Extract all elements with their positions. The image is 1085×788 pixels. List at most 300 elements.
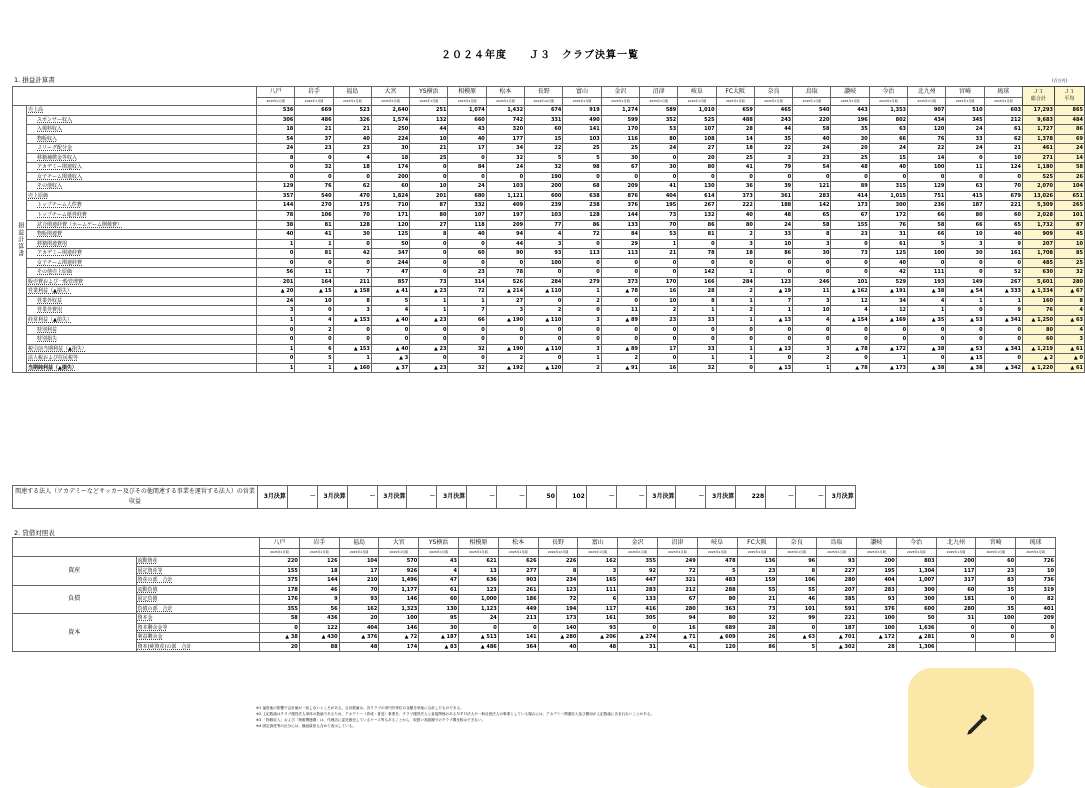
value-cell: ▲ 83 <box>419 642 459 652</box>
value-cell: 0 <box>831 335 869 345</box>
value-cell: 1,496 <box>379 576 419 586</box>
value-cell: 680 <box>448 191 486 201</box>
value-cell: 0 <box>257 354 295 364</box>
value-cell: 3 <box>486 306 524 316</box>
club-header: 琉球 <box>1016 538 1056 549</box>
value-cell: 659 <box>716 106 754 116</box>
row-label: スポンサー収入 <box>27 115 257 125</box>
value-cell: 45 <box>1054 230 1084 240</box>
value-cell: 0 <box>448 335 486 345</box>
value-cell: 10 <box>946 230 984 240</box>
value-cell: 43 <box>419 557 459 567</box>
row-label: 特別利益 <box>27 325 257 335</box>
value-cell: 24 <box>448 182 486 192</box>
value-cell: 170 <box>639 277 677 287</box>
period-header: 2025年1月期 <box>697 549 737 557</box>
value-cell: ▲ 53 <box>946 344 984 354</box>
value-cell: 23 <box>976 566 1016 576</box>
value-cell: ▲ 0 <box>1054 354 1084 364</box>
value-cell: 224 <box>371 134 409 144</box>
value-cell: 35 <box>976 604 1016 614</box>
value-cell: 1 <box>333 354 371 364</box>
value-cell: 200 <box>525 182 563 192</box>
value-cell: 125 <box>371 230 409 240</box>
table-row <box>13 249 1085 259</box>
value-cell: 0 <box>716 335 754 345</box>
value-cell: 0 <box>908 172 946 182</box>
value-cell: 0 <box>716 172 754 182</box>
value-cell: 53 <box>639 230 677 240</box>
value-cell: 25 <box>410 153 448 163</box>
value-cell: ▲ 61 <box>1054 363 1084 373</box>
value-cell: 18 <box>371 153 409 163</box>
value-cell: 0 <box>793 172 831 182</box>
value-cell: 86 <box>563 220 601 230</box>
period-header: 2025年1月期 <box>498 549 538 557</box>
value-cell: 194 <box>538 604 578 614</box>
period-header: 2025年1月期 <box>716 98 754 106</box>
value-cell: － <box>467 486 497 509</box>
value-cell: 1,824 <box>371 191 409 201</box>
value-cell: 0 <box>410 239 448 249</box>
period-header: 2025年1月期 <box>260 549 300 557</box>
value-cell: 35 <box>754 134 792 144</box>
value-cell: 0 <box>908 335 946 345</box>
value-cell: 73 <box>737 604 777 614</box>
value-cell: 404 <box>856 576 896 586</box>
value-cell: 636 <box>458 576 498 586</box>
value-cell: 373 <box>601 277 639 287</box>
value-cell: 20 <box>831 144 869 154</box>
value-cell: 3 <box>946 239 984 249</box>
value-cell: 100 <box>379 614 419 624</box>
value-cell: ▲ 13 <box>754 344 792 354</box>
value-cell: 0 <box>333 239 371 249</box>
value-cell: 1 <box>716 296 754 306</box>
value-cell: 0 <box>936 623 976 633</box>
value-cell: 13 <box>458 566 498 576</box>
value-cell: 8 <box>333 296 371 306</box>
value-cell: 30 <box>831 134 869 144</box>
value-cell: 48 <box>578 642 618 652</box>
value-cell: 529 <box>869 277 907 287</box>
club-header: 讃岐 <box>856 538 896 549</box>
value-cell: 283 <box>793 191 831 201</box>
club-header: 富山 <box>563 87 601 98</box>
value-cell: 17 <box>339 566 379 576</box>
club-header: 沼津 <box>657 538 697 549</box>
value-cell: － <box>497 486 527 509</box>
value-cell: 404 <box>639 191 677 201</box>
value-cell: 111 <box>908 268 946 278</box>
value-cell: 200 <box>371 172 409 182</box>
value-cell: 129 <box>908 182 946 192</box>
value-cell: 39 <box>754 182 792 192</box>
value-cell: 66 <box>908 230 946 240</box>
value-cell: 251 <box>410 106 448 116</box>
value-cell: 0 <box>678 239 716 249</box>
header-spacer <box>13 538 260 557</box>
value-cell: 14 <box>716 134 754 144</box>
value-cell: 1 <box>563 354 601 364</box>
value-cell: 0 <box>946 335 984 345</box>
value-cell: 461 <box>1022 144 1054 154</box>
value-cell: 2 <box>295 325 333 335</box>
club-header: 長野 <box>538 538 578 549</box>
value-cell: 4 <box>1054 306 1084 316</box>
value-cell: 70 <box>339 585 379 595</box>
value-cell: 220 <box>793 115 831 125</box>
value-cell: 0 <box>777 623 817 633</box>
value-cell: 0 <box>754 335 792 345</box>
value-cell: 4 <box>793 316 831 326</box>
value-cell: ▲ 701 <box>817 633 857 643</box>
table-row <box>13 576 1056 586</box>
value-cell: 107 <box>678 125 716 135</box>
value-cell: 0 <box>936 633 976 643</box>
value-cell: 99 <box>777 614 817 624</box>
value-cell: 3月決算 <box>825 486 855 509</box>
value-cell: 17 <box>448 144 486 154</box>
value-cell: 0 <box>410 268 448 278</box>
table-row <box>13 486 856 509</box>
row-label: アカデミー関連経費 <box>27 249 257 259</box>
row-label: 固定資産等 <box>136 566 260 576</box>
period-header: 2025年1月期 <box>793 98 831 106</box>
value-cell: ▲ 158 <box>333 287 371 297</box>
table-row <box>13 211 1085 221</box>
club-header: 讃岐 <box>831 87 869 98</box>
value-cell: 1,353 <box>869 106 907 116</box>
value-cell: 117 <box>936 566 976 576</box>
value-cell: 2 <box>601 354 639 364</box>
value-cell: 283 <box>856 585 896 595</box>
value-cell: 50 <box>371 239 409 249</box>
balance-sheet-table <box>12 537 1056 652</box>
value-cell: ▲ 20 <box>257 287 295 297</box>
value-cell: 201 <box>410 191 448 201</box>
value-cell: 166 <box>678 277 716 287</box>
value-cell: 0 <box>410 325 448 335</box>
value-cell: 8 <box>1054 296 1084 306</box>
value-cell: 361 <box>754 191 792 201</box>
value-cell: 0 <box>618 623 658 633</box>
value-cell: 18 <box>257 125 295 135</box>
value-cell: 0 <box>458 623 498 633</box>
value-cell: 92 <box>618 566 658 576</box>
value-cell: 76 <box>869 220 907 230</box>
value-cell: 0 <box>754 172 792 182</box>
value-cell: 0 <box>754 258 792 268</box>
value-cell: 67 <box>601 163 639 173</box>
value-cell: 352 <box>639 115 677 125</box>
value-cell: 159 <box>737 576 777 586</box>
value-cell: 0 <box>831 268 869 278</box>
value-cell: ▲ 72 <box>379 633 419 643</box>
value-cell: 0 <box>946 153 984 163</box>
value-cell: 651 <box>1054 191 1084 201</box>
value-cell: 250 <box>371 125 409 135</box>
value-cell: 93 <box>525 249 563 259</box>
value-cell: 2 <box>563 363 601 373</box>
value-cell: ▲ 38 <box>908 344 946 354</box>
value-cell: 0 <box>793 325 831 335</box>
value-cell: 100 <box>976 614 1016 624</box>
value-cell: － <box>586 486 616 509</box>
value-cell: 23 <box>793 153 831 163</box>
value-cell: 31 <box>618 642 658 652</box>
value-cell: 72 <box>657 566 697 576</box>
value-cell: 0 <box>410 172 448 182</box>
value-cell: 3月決算 <box>437 486 467 509</box>
value-cell: 355 <box>618 557 658 567</box>
row-label: 経常利益（▲損失） <box>27 316 257 326</box>
value-cell: 73 <box>410 277 448 287</box>
value-cell: 5 <box>295 354 333 364</box>
value-cell: 40 <box>716 211 754 221</box>
value-cell: ▲ 486 <box>458 642 498 652</box>
value-cell: 1,323 <box>379 604 419 614</box>
value-cell: 409 <box>486 201 524 211</box>
period-header: 2025年1月期 <box>777 549 817 557</box>
value-cell: 103 <box>486 182 524 192</box>
value-cell: 42 <box>869 268 907 278</box>
value-cell: 7 <box>333 268 371 278</box>
value-cell: 600 <box>896 604 936 614</box>
value-cell: 0 <box>908 258 946 268</box>
value-cell: 1 <box>678 306 716 316</box>
value-cell: ▲ 190 <box>486 344 524 354</box>
value-cell: 1 <box>754 306 792 316</box>
value-cell: 267 <box>984 277 1022 287</box>
value-cell: 40 <box>333 134 371 144</box>
club-header: 今治 <box>896 538 936 549</box>
value-cell: 1,000 <box>458 595 498 605</box>
value-cell: 213 <box>498 614 538 624</box>
value-cell: 60 <box>936 585 976 595</box>
value-cell: 12 <box>869 306 907 316</box>
value-cell: ▲ 19 <box>754 287 792 297</box>
value-cell: 38 <box>257 220 295 230</box>
value-cell: 1,708 <box>1022 249 1054 259</box>
value-cell: ▲ 1,334 <box>1022 287 1054 297</box>
table-row <box>13 182 1085 192</box>
value-cell: 0 <box>601 172 639 182</box>
value-cell: 2 <box>525 306 563 316</box>
value-cell: 0 <box>831 325 869 335</box>
value-cell: 48 <box>339 642 379 652</box>
row-label: 流動資産 <box>136 557 260 567</box>
value-cell: 21 <box>737 595 777 605</box>
value-cell: 0 <box>639 258 677 268</box>
value-cell: 177 <box>486 134 524 144</box>
value-cell: ▲ 341 <box>984 344 1022 354</box>
table-row <box>13 354 1085 364</box>
value-cell: 300 <box>896 585 936 595</box>
value-cell: 0 <box>486 325 524 335</box>
period-header: 2025年1月期 <box>295 98 333 106</box>
value-cell: 0 <box>908 325 946 335</box>
value-cell: 5 <box>777 642 817 652</box>
value-cell: 56 <box>257 268 295 278</box>
row-label: その他収入 <box>27 182 257 192</box>
value-cell: ▲ 110 <box>525 287 563 297</box>
value-cell: 93 <box>856 595 896 605</box>
value-cell: ▲ 274 <box>618 633 658 643</box>
value-cell: 52 <box>984 268 1022 278</box>
value-cell: 61 <box>984 125 1022 135</box>
value-cell: 0 <box>601 325 639 335</box>
club-header: 岩手 <box>299 538 339 549</box>
value-cell: 41 <box>716 163 754 173</box>
value-cell: 77 <box>525 220 563 230</box>
value-cell: 320 <box>486 125 524 135</box>
value-cell: ▲ 187 <box>419 633 459 643</box>
value-cell: 100 <box>856 614 896 624</box>
value-cell: 155 <box>260 566 300 576</box>
value-cell: 1 <box>410 296 448 306</box>
value-cell: 540 <box>793 106 831 116</box>
value-cell: 570 <box>379 557 419 567</box>
value-cell: 82 <box>1016 595 1056 605</box>
value-cell: 0 <box>976 595 1016 605</box>
value-cell: 25 <box>563 144 601 154</box>
value-cell: 300 <box>896 595 936 605</box>
value-cell: ▲ 192 <box>486 363 524 373</box>
value-cell: 73 <box>639 211 677 221</box>
value-cell: 120 <box>371 220 409 230</box>
table-row <box>13 614 1056 624</box>
club-header: 福島 <box>339 538 379 549</box>
value-cell: 173 <box>538 614 578 624</box>
footnote: ※2 上記数値はクラブ運営法人単体の数値であるため、アカデミー（育成・普及）事業を、クラブ運営法人と直接関係のあるＮＰＯ法人や一般社団法人の事業としている場合には、アカデミー関連収入及び費用が上記数値に含まれないことがある。 <box>256 712 654 716</box>
value-cell: 173 <box>831 201 869 211</box>
table-row <box>13 642 1056 652</box>
value-cell: 34 <box>869 296 907 306</box>
club-header: 今治 <box>869 87 907 98</box>
value-cell: 162 <box>578 557 618 567</box>
value-cell: 33 <box>678 344 716 354</box>
value-cell: 23 <box>737 566 777 576</box>
value-cell: 376 <box>601 201 639 211</box>
value-cell: 2 <box>486 354 524 364</box>
value-cell: 14 <box>908 153 946 163</box>
value-cell: 3月決算 <box>706 486 736 509</box>
value-cell: 58 <box>793 220 831 230</box>
edit-fab-button[interactable] <box>908 668 1034 788</box>
value-cell: 347 <box>371 249 409 259</box>
value-cell: 0 <box>257 172 295 182</box>
value-cell: ▲ 53 <box>946 316 984 326</box>
value-cell: 113 <box>601 249 639 259</box>
row-label: 入場料収入 <box>27 125 257 135</box>
value-cell: 68 <box>563 182 601 192</box>
value-cell: 28 <box>856 642 896 652</box>
period-header: 2025年1月期 <box>419 549 459 557</box>
value-cell: 22 <box>754 144 792 154</box>
value-cell: 27 <box>678 144 716 154</box>
value-cell: 5 <box>697 566 737 576</box>
table-row <box>13 325 1085 335</box>
table-row <box>13 585 1056 595</box>
value-cell: － <box>616 486 646 509</box>
value-cell: 58 <box>260 614 300 624</box>
value-cell: 9,683 <box>1022 115 1054 125</box>
value-cell: 50 <box>527 486 557 509</box>
value-cell: 710 <box>371 201 409 211</box>
value-cell: 21 <box>410 144 448 154</box>
value-cell: 18 <box>716 144 754 154</box>
club-header: 岐阜 <box>678 87 716 98</box>
value-cell: 4 <box>525 230 563 240</box>
value-cell: ▲ 89 <box>601 316 639 326</box>
value-cell: 211 <box>333 277 371 287</box>
value-cell: 30 <box>793 249 831 259</box>
value-cell: 4 <box>419 566 459 576</box>
value-cell: 0 <box>793 258 831 268</box>
table-row <box>13 277 1085 287</box>
value-cell: 44 <box>486 239 524 249</box>
table-row <box>13 268 1085 278</box>
value-cell: 1,636 <box>896 623 936 633</box>
value-cell: ▲ 23 <box>410 363 448 373</box>
table-row <box>13 220 1085 230</box>
value-cell: ▲ 78 <box>831 344 869 354</box>
value-cell: 11 <box>601 306 639 316</box>
value-cell: 486 <box>295 115 333 125</box>
value-cell: 190 <box>525 172 563 182</box>
value-cell: － <box>347 486 377 509</box>
value-cell: 60 <box>371 182 409 192</box>
value-cell: 11 <box>946 163 984 173</box>
value-cell: 117 <box>578 604 618 614</box>
value-cell: ▲ 302 <box>817 642 857 652</box>
related-entity-table <box>12 485 856 509</box>
table-row <box>13 163 1085 173</box>
value-cell: 6 <box>295 344 333 354</box>
value-cell: 35 <box>976 585 1016 595</box>
value-cell: 0 <box>984 258 1022 268</box>
value-cell: 0 <box>448 239 486 249</box>
value-cell: 3 <box>525 239 563 249</box>
row-label: 移籍補償金等収入 <box>27 153 257 163</box>
value-cell: 80 <box>1022 325 1054 335</box>
value-cell: 280 <box>936 604 976 614</box>
value-cell: ▲ 15 <box>295 287 333 297</box>
value-cell: ▲ 40 <box>371 344 409 354</box>
value-cell: 28 <box>678 287 716 297</box>
club-header: 大宮 <box>371 87 409 98</box>
value-cell: 280 <box>657 604 697 614</box>
table-row <box>13 230 1085 240</box>
value-cell: 1,121 <box>486 191 524 201</box>
value-cell: 142 <box>793 201 831 211</box>
value-cell: 8 <box>678 296 716 306</box>
value-cell: 1,304 <box>896 566 936 576</box>
value-cell: 26 <box>1054 172 1084 182</box>
value-cell: ▲ 513 <box>458 633 498 643</box>
value-cell: 447 <box>618 576 658 586</box>
value-cell: 1,732 <box>1022 220 1054 230</box>
value-cell: 23 <box>295 144 333 154</box>
row-label: 税引前当期利益（▲損失） <box>27 344 257 354</box>
value-cell: 172 <box>869 211 907 221</box>
value-cell: 0 <box>639 335 677 345</box>
value-cell: 118 <box>448 220 486 230</box>
value-cell: 62 <box>984 134 1022 144</box>
value-cell: 267 <box>678 201 716 211</box>
value-cell: 60 <box>448 249 486 259</box>
